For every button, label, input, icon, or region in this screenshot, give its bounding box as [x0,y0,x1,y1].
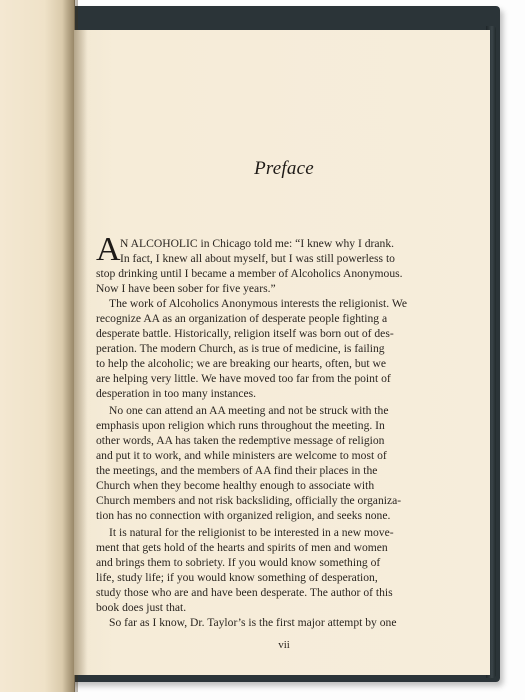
text-line: stop drinking until I became a member of Alcoholics Anonymous. [96,267,403,280]
drop-cap: A [96,231,121,268]
text-line: The work of Alcoholics Anonymous interests the religionist. We [109,297,407,310]
text-line: book does just that. [96,601,187,614]
text-line: emphasis upon religion which runs throughout the meeting. In [96,419,385,432]
text-line: desperation in too many instances. [96,387,257,400]
text-line: N ALCOHOLIC in Chicago told me: “I knew why I drank. [120,237,395,250]
text-line: Now I have been sober for five years.” [96,282,276,295]
text-line: study those who are and have been desperate. The author of this [96,586,393,599]
text-line: No one can attend an AA meeting and not be struck with the [109,404,389,417]
text-line: tion has no connection with organized religion, and seeks none. [96,509,391,522]
text-line: other words, AA has taken the redemptive message of religion [96,434,385,447]
text-line: life, study life; if you would know something of desperation, [96,571,378,584]
text-line: recognize AA as an organization of desperate people fighting a [96,312,388,325]
text-line: ment that gets hold of the hearts and spirits of men and women [96,541,388,554]
text-line: It is natural for the religionist to be interested in a new move- [109,526,394,539]
text-line: Church when they become healthy enough to associate with [96,479,375,492]
text-line: and put it to work, and while ministers are welcome to most of [96,449,387,462]
text-line: to help the alcoholic; we are breaking our hearts, often, but we [96,357,387,370]
gutter-shadow [74,30,88,675]
page-number: vii [278,639,290,651]
text-line: the meetings, and the members of AA find their places in the [96,464,378,477]
text-line: So far as I know, Dr. Taylor’s is the first major attempt by one [109,616,397,629]
text-line: are helping very little. We have moved too far from the point of [96,372,391,385]
text-line: desperate battle. Historically, religion itself was born out of des- [96,327,394,340]
text-line: Church members and not risk backsliding, officially the organiza- [96,494,402,507]
text-line: and brings them to sobriety. If you would know something of [96,556,381,569]
text-line: peration. The modern Church, as is true of medicine, is failing [96,342,385,355]
page-title: Preface [254,158,314,179]
text-line: In fact, I knew all about myself, but I was still powerless to [120,252,395,265]
